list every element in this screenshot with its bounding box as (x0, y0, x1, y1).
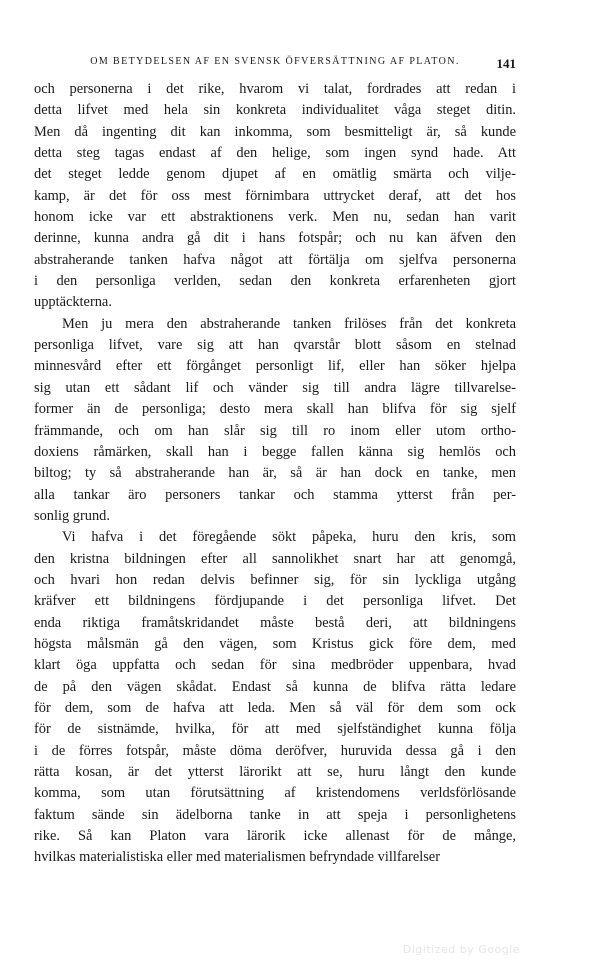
text-line: detta steg tagas endast af den helige, som ingen synd hade. Att (34, 145, 516, 162)
book-page (34, 56, 516, 869)
text-line: i den personliga verlden, sedan den konkreta erfarenheten gjort (34, 273, 516, 290)
text-line: detta lifvet med hela sin konkreta individualitet våga steget ditin. (34, 102, 516, 119)
text-line: för dem, som de hafva att leda. Men så väl för dem som ock (34, 699, 516, 716)
text-line: de på den vägen skådat. Endast så kunna de blifva rätta ledare (34, 678, 516, 695)
text-line: enda riktiga framåtskridandet måste bestå deri, att bildningens (34, 614, 516, 631)
text-line: Men ju mera den abstraherande tanken frilöses från det konkreta (62, 315, 516, 332)
text-line: biltog; ty så abstraherande han är, så är han dock en tanke, men (34, 465, 516, 482)
running-title: OM BETYDELSEN AF EN SVENSK ÖFVERSÄTTNING AF PLATON. (90, 56, 460, 67)
text-line: för de sistnämde, hvilka, för att med sjelfständighet kunna följa (34, 721, 516, 738)
text-line: sonlig grund. (34, 507, 110, 524)
text-line: personliga lifvet, vare sig att han qvarstår blott såsom en stelnad (34, 337, 516, 354)
paragraph (34, 314, 516, 527)
text-line: den kristna bildningen efter all sannolikhet snart har att genomgå, (34, 550, 516, 567)
paragraph (34, 79, 516, 314)
text-line: främmande, och om han slår sig till ro inom eller utom ortho- (34, 422, 516, 439)
paragraph (34, 527, 516, 869)
text-line: abstraherande tanken hafva något att förtälja om sjelfva personerna (34, 251, 516, 268)
text-line: upptäckterna. (34, 294, 112, 311)
body-text (34, 79, 516, 869)
text-line: och hvari hon redan delvis befinner sig, för sin lyckliga utgång (34, 571, 516, 588)
text-line: Vi hafva i det föregående sökt påpeka, huru den kris, som (62, 529, 516, 546)
text-line: hvilkas materialistiska eller med materialismen befryndade villfarelser (34, 849, 440, 866)
watermark: Digitized by Google (402, 943, 520, 956)
text-line: och personerna i det rike, hvarom vi talat, fordrades att redan i (34, 81, 516, 97)
text-line: kräfver ett bildningens fördjupande i det personliga lifvet. Det (34, 593, 516, 610)
text-line: alla tankar äro personers tankar och stamma ytterst från per- (34, 486, 516, 503)
text-line: högsta målsmän gå den vägen, som Kristus gick före dem, med (34, 635, 516, 652)
page-number: 141 (496, 56, 516, 71)
text-line: rätta kosan, är det ytterst lärorikt att se, huru långt den kunde (34, 764, 516, 780)
text-line: derinne, kunna andra gå dit i hans fotspår; och nu kan äfven den (34, 230, 516, 247)
text-line: former än de personliga; desto mera skall han blifva för sig sjelf (34, 401, 516, 418)
text-line: sig utan ett sådant lif och vänder sig till andra lägre tillvarelse- (34, 379, 516, 396)
text-line: kamp, är det för oss mest förnimbara uttrycket deraf, att det hos (34, 187, 516, 204)
text-line: minnesvård efter ett förgånget personligt lif, eller han söker hjelpa (34, 358, 516, 375)
text-line: komma, som utan förutsättning af kristendomens verldsförlösande (34, 785, 516, 802)
text-line: Men då ingenting dit kan inkomma, som besmitteligt är, så kunde (34, 123, 516, 140)
running-head (34, 56, 516, 71)
text-line: klart öga uppfatta och sedan för sina medbröder uppenbara, hvad (34, 657, 516, 674)
text-line: honom icke var ett abstraktionens verk. Men nu, sedan han varit (34, 209, 516, 226)
text-line: i de förres fotspår, måste döma deröfver, huruvida dessa gå i den (34, 742, 516, 759)
text-line: det steget ledde genom djupet af en omätlig smärta och vilje- (34, 166, 516, 183)
text-line: faktum sände sin ädelborna tanke in att speja i personlighetens (34, 806, 516, 823)
text-line: rike. Så kan Platon vara lärorik icke allenast för de månge, (34, 828, 516, 845)
text-line: doxiens råmärken, skall han i begge fallen känna sig hemlös och (34, 443, 516, 460)
